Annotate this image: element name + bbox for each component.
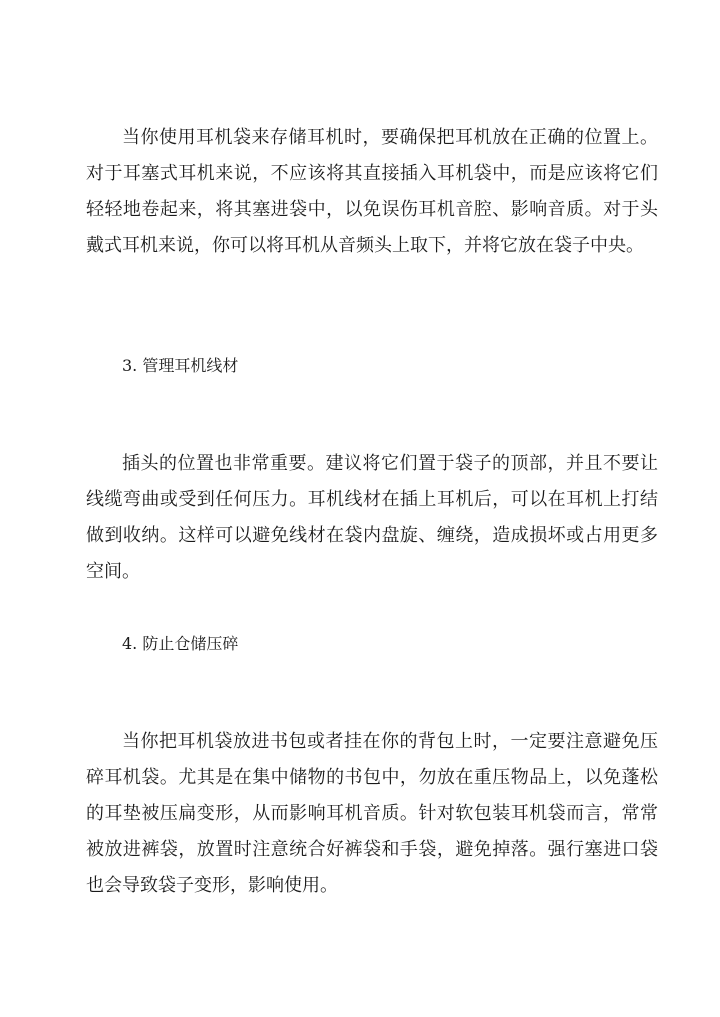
paragraph-crush-prevention: 当你把耳机袋放进书包或者挂在你的背包上时，一定要注意避免压碎耳机袋。尤其是在集中储物的书包中，勿放在重压物品上，以免蓬松的耳垫被压扁变形，从而影响耳机音质。针对软包装耳机袋而言，常常被放进裤袋，放置时注意统合好裤袋和手袋，避免掉落。强行塞进口袋也会导致袋子变形，影响使用。 xyxy=(86,731,658,896)
paragraph-cable-management: 插头的位置也非常重要。建议将它们置于袋子的顶部，并且不要让线缆弯曲或受到任何压力。耳机线材在插上耳机后，可以在耳机上打结做到收纳。这样可以避免线材在袋内盘旋、缠绕，造成损坏或占用更多空间。 xyxy=(86,453,658,582)
paragraph-storage-position: 当你使用耳机袋来存储耳机时，要确保把耳机放在正确的位置上。对于耳塞式耳机来说，不应该将其直接插入耳机袋中，而是应该将它们轻轻地卷起来，将其塞进袋中，以免误伤耳机音腔、影响音质。对于头戴式耳机来说，你可以将耳机从音频头上取下，并将它放在袋子中央。 xyxy=(86,127,658,256)
section-heading-crush-prevention: 4. 防止仓储压碎 xyxy=(122,634,239,653)
section-heading-cable-management: 3. 管理耳机线材 xyxy=(122,356,239,375)
